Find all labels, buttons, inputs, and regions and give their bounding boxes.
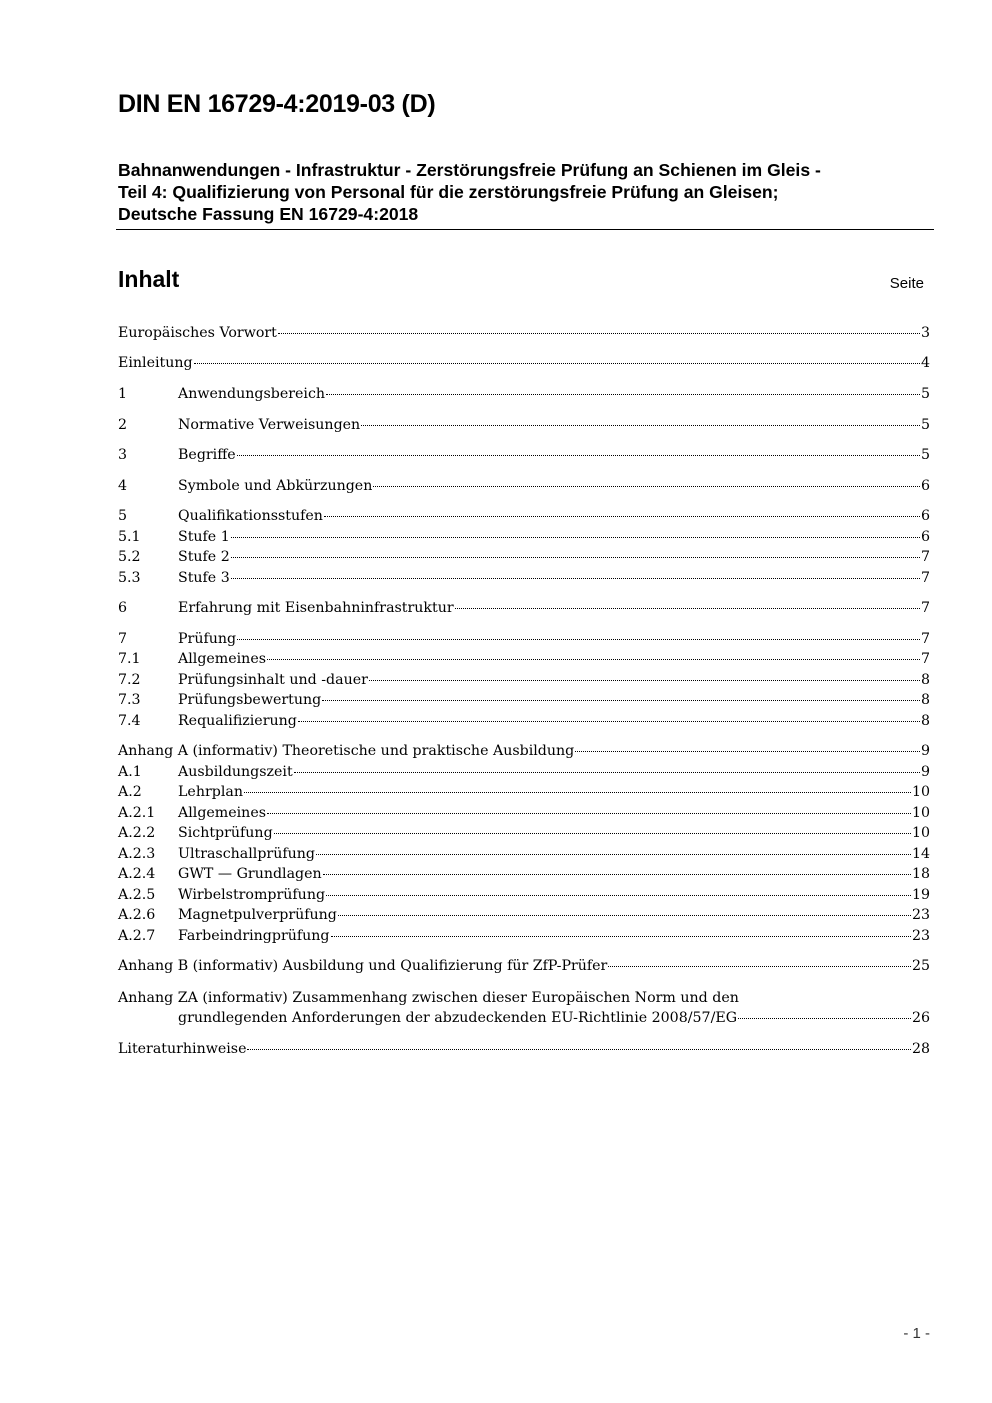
toc-entry-number: 2 bbox=[118, 417, 128, 433]
toc-entry-page: 23 bbox=[911, 928, 930, 944]
toc-entry-page: 5 bbox=[920, 417, 930, 433]
toc-entry-number: A.2 bbox=[118, 784, 142, 800]
toc-dot-leader bbox=[294, 772, 920, 773]
toc-entry-number: 5.2 bbox=[118, 549, 141, 565]
toc-entry-number: A.2.4 bbox=[118, 866, 156, 882]
toc-entry-number: 3 bbox=[118, 447, 128, 463]
toc-dot-leader bbox=[247, 1049, 910, 1050]
toc-dot-leader bbox=[267, 813, 911, 814]
toc-dot-leader bbox=[267, 659, 920, 660]
toc-entry[interactable] bbox=[118, 1041, 930, 1061]
toc-dot-leader bbox=[231, 537, 920, 538]
toc-entry-page: 7 bbox=[920, 600, 930, 616]
toc-dot-leader bbox=[237, 455, 920, 456]
toc-entry-page: 28 bbox=[911, 1041, 930, 1057]
toc-entry[interactable] bbox=[118, 907, 930, 927]
toc-entry[interactable] bbox=[118, 651, 930, 671]
toc-dot-leader bbox=[373, 486, 920, 487]
toc-dot-leader bbox=[244, 792, 911, 793]
toc-entry-page: 4 bbox=[920, 355, 930, 371]
toc-entry-page: 7 bbox=[920, 570, 930, 586]
toc-entry-title: Lehrplan bbox=[178, 784, 243, 800]
toc-dot-leader bbox=[324, 516, 920, 517]
toc-dot-leader bbox=[338, 915, 911, 916]
toc-entry-page: 5 bbox=[920, 447, 930, 463]
title-divider bbox=[116, 229, 934, 230]
toc-entry[interactable] bbox=[118, 325, 930, 345]
toc-entry-number: A.2.7 bbox=[118, 928, 156, 944]
subtitle-line: Bahnanwendungen - Infrastruktur - Zerstörungsfreie Prüfung an Schienen im Gleis - bbox=[118, 160, 821, 180]
toc-entry[interactable] bbox=[118, 713, 930, 733]
toc-entry-number: A.2.5 bbox=[118, 887, 156, 903]
toc-entry-title: Anwendungsbereich bbox=[178, 386, 326, 402]
toc-dot-leader bbox=[322, 700, 920, 701]
toc-entry-title: Literaturhinweise bbox=[118, 1041, 247, 1057]
toc-entry[interactable] bbox=[118, 549, 930, 569]
toc-dot-leader bbox=[738, 1018, 911, 1019]
toc-entry-title: Magnetpulverprüfung bbox=[178, 907, 337, 923]
toc-entry-title: GWT — Grundlagen bbox=[178, 866, 322, 882]
toc-entry-title: Allgemeines bbox=[178, 651, 266, 667]
toc-entry-page: 7 bbox=[920, 651, 930, 667]
subtitle-line: Teil 4: Qualifizierung von Personal für die zerstörungsfreie Prüfung an Gleisen; bbox=[118, 182, 779, 202]
toc-entry-page: 8 bbox=[920, 672, 930, 688]
toc-entry-title: Farbeindringprüfung bbox=[178, 928, 330, 944]
toc-dot-leader bbox=[231, 557, 920, 558]
toc-entry-number: 7.4 bbox=[118, 713, 141, 729]
toc-entry-title: Allgemeines bbox=[178, 805, 266, 821]
toc-entry-number: A.2.6 bbox=[118, 907, 156, 923]
toc-entry-number: 4 bbox=[118, 478, 128, 494]
toc-entry-title: Ultraschallprüfung bbox=[178, 846, 315, 862]
toc-dot-leader bbox=[326, 394, 920, 395]
toc-entry-title: Qualifikationsstufen bbox=[178, 508, 323, 524]
toc-entry[interactable] bbox=[118, 866, 930, 886]
toc-entry-title: Symbole und Abkürzungen bbox=[178, 478, 373, 494]
toc-entry-title: Requalifizierung bbox=[178, 713, 297, 729]
toc-entry-number: 5.1 bbox=[118, 529, 141, 545]
toc-entry-page: 10 bbox=[911, 825, 930, 841]
toc-entry-title: Stufe 3 bbox=[178, 570, 230, 586]
toc-dot-leader bbox=[608, 966, 911, 967]
toc-entry[interactable] bbox=[118, 417, 930, 437]
toc-entry-title: Stufe 1 bbox=[178, 529, 230, 545]
toc-entry-page: 6 bbox=[920, 478, 930, 494]
toc-entry-title: Europäisches Vorwort bbox=[118, 325, 277, 341]
toc-entry[interactable] bbox=[118, 631, 930, 651]
toc-entry-number: 7.1 bbox=[118, 651, 141, 667]
toc-dot-leader bbox=[575, 751, 920, 752]
toc-entry-page: 18 bbox=[911, 866, 930, 882]
toc-entry-number: A.2.1 bbox=[118, 805, 156, 821]
toc-entry-number: A.2.3 bbox=[118, 846, 156, 862]
toc-dot-leader bbox=[231, 578, 920, 579]
toc-entry-annex-za-line1[interactable]: Anhang ZA (informativ) Zusammenhang zwischen dieser Europäischen Norm und den bbox=[118, 990, 739, 1006]
toc-entry-page: 8 bbox=[920, 713, 930, 729]
toc-entry[interactable] bbox=[118, 386, 930, 406]
toc-dot-leader bbox=[326, 895, 911, 896]
toc-dot-leader bbox=[194, 363, 920, 364]
toc-dot-leader bbox=[331, 936, 911, 937]
toc-dot-leader bbox=[237, 639, 920, 640]
toc-entry-page: 19 bbox=[911, 887, 930, 903]
toc-entry[interactable] bbox=[118, 447, 930, 467]
toc-dot-leader bbox=[298, 721, 920, 722]
toc-entry-title: Begriffe bbox=[178, 447, 236, 463]
toc-entry[interactable] bbox=[118, 478, 930, 498]
toc-entry-page: 10 bbox=[911, 784, 930, 800]
toc-entry[interactable] bbox=[118, 928, 930, 948]
toc-entry-title: Normative Verweisungen bbox=[178, 417, 361, 433]
toc-entry-page: 5 bbox=[920, 386, 930, 402]
toc-entry-page: 14 bbox=[911, 846, 930, 862]
document-id: DIN EN 16729-4:2019-03 (D) bbox=[118, 90, 436, 118]
toc-entry-title: Erfahrung mit Eisenbahninfrastruktur bbox=[178, 600, 454, 616]
toc-entry-number: 7.3 bbox=[118, 692, 141, 708]
toc-dot-leader bbox=[274, 833, 911, 834]
toc-entry[interactable] bbox=[118, 570, 930, 590]
toc-entry[interactable] bbox=[118, 355, 930, 375]
toc-entry[interactable] bbox=[118, 1010, 930, 1030]
toc-dot-leader bbox=[369, 680, 920, 681]
toc-entry-number: 6 bbox=[118, 600, 128, 616]
toc-entry-number: 5 bbox=[118, 508, 128, 524]
toc-entry-page: 8 bbox=[920, 692, 930, 708]
toc-dot-leader bbox=[278, 333, 920, 334]
toc-entry-title: Ausbildungszeit bbox=[178, 764, 293, 780]
toc-entry-title: Sichtprüfung bbox=[178, 825, 273, 841]
toc-entry[interactable] bbox=[118, 958, 930, 978]
toc-entry-title: Prüfungsbewertung bbox=[178, 692, 322, 708]
toc-entry[interactable] bbox=[118, 529, 930, 549]
toc-entry-title: Wirbelstromprüfung bbox=[178, 887, 326, 903]
toc-heading: Inhalt bbox=[118, 266, 180, 292]
toc-entry-page: 26 bbox=[911, 1010, 930, 1026]
page-number: - 1 - bbox=[903, 1325, 930, 1342]
toc-entry[interactable] bbox=[118, 784, 930, 804]
toc-entry-page: 10 bbox=[911, 805, 930, 821]
toc-page-column-label: Seite bbox=[889, 275, 924, 292]
toc-entry-title: Anhang B (informativ) Ausbildung und Qualifizierung für ZfP-Prüfer bbox=[118, 958, 608, 974]
toc-entry-page: 6 bbox=[920, 529, 930, 545]
toc-entry-number: 5.3 bbox=[118, 570, 141, 586]
toc-entry-title: grundlegenden Anforderungen der abzudeckenden EU-Richtlinie 2008/57/EG bbox=[178, 1010, 738, 1026]
toc-entry[interactable] bbox=[118, 600, 930, 620]
toc-dot-leader bbox=[455, 608, 920, 609]
toc-dot-leader bbox=[323, 874, 911, 875]
toc-entry-page: 7 bbox=[920, 631, 930, 647]
toc-entry-title: Prüfung bbox=[178, 631, 237, 647]
toc-entry[interactable] bbox=[118, 764, 930, 784]
toc-entry[interactable] bbox=[118, 825, 930, 845]
toc-entry-title: Anhang A (informativ) Theoretische und praktische Ausbildung bbox=[118, 743, 575, 759]
toc-entry-title: Stufe 2 bbox=[178, 549, 230, 565]
toc-dot-leader bbox=[361, 425, 920, 426]
toc-entry-page: 6 bbox=[920, 508, 930, 524]
toc-entry-page: 7 bbox=[920, 549, 930, 565]
toc-entry-page: 23 bbox=[911, 907, 930, 923]
toc-entry-page: 25 bbox=[911, 958, 930, 974]
toc-entry-title: Einleitung bbox=[118, 355, 193, 371]
document-subtitle bbox=[118, 159, 938, 225]
toc-entry-number: 7 bbox=[118, 631, 128, 647]
toc-dot-leader bbox=[316, 854, 911, 855]
toc-entry[interactable] bbox=[118, 805, 930, 825]
toc-entry-page: 9 bbox=[920, 743, 930, 759]
toc-entry[interactable] bbox=[118, 743, 930, 763]
toc-entry-number: A.2.2 bbox=[118, 825, 156, 841]
subtitle-line: Deutsche Fassung EN 16729-4:2018 bbox=[118, 204, 419, 224]
toc-entry-page: 9 bbox=[920, 764, 930, 780]
toc-entry[interactable] bbox=[118, 672, 930, 692]
toc-entry[interactable] bbox=[118, 887, 930, 907]
toc-entry-number: 7.2 bbox=[118, 672, 141, 688]
toc-entry[interactable] bbox=[118, 508, 930, 528]
toc-entry-number: A.1 bbox=[118, 764, 142, 780]
toc-entry-title: Prüfungsinhalt und -dauer bbox=[178, 672, 368, 688]
toc-entry[interactable] bbox=[118, 692, 930, 712]
toc-entry[interactable] bbox=[118, 846, 930, 866]
toc-entry-page: 3 bbox=[920, 325, 930, 341]
toc-entry-number: 1 bbox=[118, 386, 128, 402]
